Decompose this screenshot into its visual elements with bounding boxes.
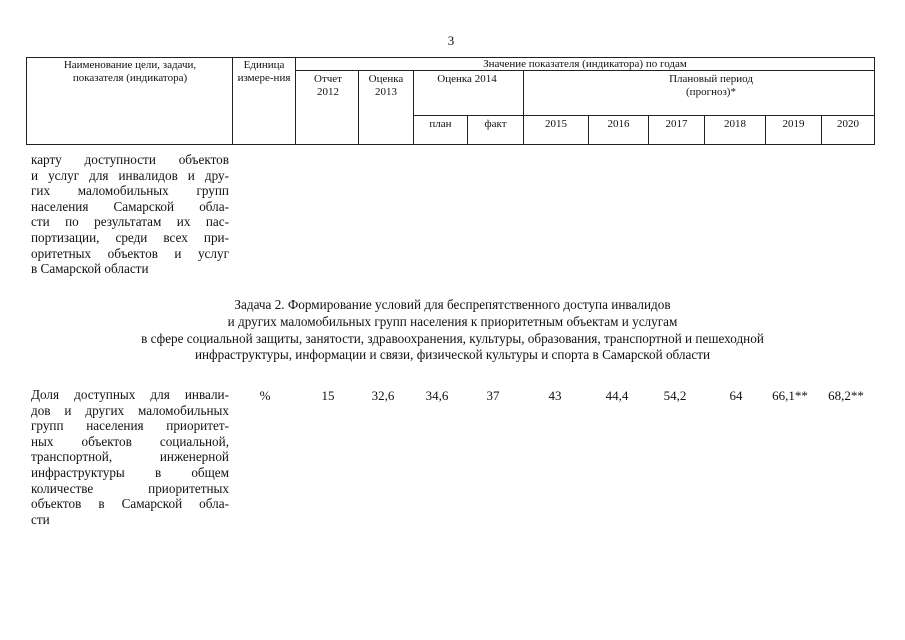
value-2017: 54,2 <box>663 388 687 403</box>
table-header <box>26 57 875 145</box>
header-report-2012: Отчет 2012 <box>314 73 342 98</box>
continuation-line: портизации, среди всех при- <box>31 229 229 245</box>
header-year-2015: 2015 <box>545 118 567 130</box>
indicator-line: транспортной, инженерной <box>31 449 229 465</box>
header-border-right <box>874 57 875 145</box>
header-bottom-border <box>26 144 875 145</box>
continuation-line: сти по результатам их пас- <box>31 214 229 230</box>
header-border-name-unit <box>232 57 233 145</box>
task-heading-line: Задача 2. Формирование условий для беспрепятственного доступа инвалидов <box>234 297 671 312</box>
value-estimate-2013: 32,6 <box>371 388 395 403</box>
indicator-line: объектов в Самарской обла- <box>31 496 229 512</box>
header-name-column: Наименование цели, задачи, показателя (индикатора) <box>63 59 197 84</box>
header-year-2018: 2018 <box>724 118 746 130</box>
header-plan: план <box>429 118 452 130</box>
continuation-line: оритетных объектов и услуг <box>31 245 229 261</box>
indicator-line: количестве приоритетных <box>31 480 229 496</box>
continuation-line: карту доступности объектов <box>31 152 229 167</box>
header-planned-period: Плановый период <box>669 73 753 85</box>
indicator-line: ных объектов социальной, <box>31 433 229 449</box>
value-2019: 66,1** <box>772 388 808 403</box>
header-years-divider <box>413 115 875 116</box>
header-estimate-2014: Оценка 2014 <box>437 73 497 85</box>
header-border-estimate <box>413 70 414 145</box>
value-2015: 43 <box>548 388 562 403</box>
indicator-line: дов и других маломобильных <box>31 402 229 418</box>
header-year-2017: 2017 <box>665 118 688 130</box>
continuation-line: гих маломобильных групп <box>31 183 229 199</box>
header-fact: факт <box>484 118 507 130</box>
indicator-description <box>31 387 229 527</box>
header-estimate-2013: Оценка 2013 <box>368 73 404 98</box>
value-2018: 64 <box>729 388 743 403</box>
indicator-unit: % <box>259 388 271 403</box>
task-heading-line: в сфере социальной защиты, занятости, здравоохранения, культуры, образования, транспортной и пешеходной <box>141 330 764 346</box>
indicator-line: Доля доступных для инвали- <box>31 387 229 402</box>
value-plan-2014: 34,6 <box>425 388 449 403</box>
value-fact-2014: 37 <box>486 388 500 403</box>
header-forecast: (прогноз)* <box>686 86 736 98</box>
header-unit-column: Единица измере-ния <box>237 59 291 84</box>
task-heading-line: инфраструктуры, информации и связи, физической культуры и спорта в Самарской области <box>194 347 711 363</box>
header-border-report <box>358 70 359 145</box>
continuation-line: в Самарской области <box>31 261 149 277</box>
continuation-line: населения Самарской обла- <box>31 198 229 214</box>
header-year-2019: 2019 <box>782 118 805 130</box>
continuation-line: и услуг для инвалидов и дру- <box>31 167 229 183</box>
page-number: 3 <box>447 33 455 48</box>
header-border-fact <box>523 70 524 145</box>
continuation-text <box>31 152 229 277</box>
indicator-line: инфраструктуры в общем <box>31 464 229 480</box>
value-report-2012: 15 <box>321 388 335 403</box>
header-group-title: Значение показателя (индикатора) по годам <box>483 58 687 70</box>
value-2016: 44,4 <box>605 388 629 403</box>
task-heading-line: и других маломобильных групп населения к приоритетным объектам и услугам <box>227 313 678 329</box>
indicator-line: сти <box>31 511 50 527</box>
indicator-line: групп населения приоритет- <box>31 418 229 434</box>
task-2-heading <box>40 297 865 364</box>
header-border-left <box>26 57 27 145</box>
header-year-2020: 2020 <box>837 118 859 130</box>
value-2020: 68,2** <box>828 388 864 403</box>
header-year-2016: 2016 <box>607 118 630 130</box>
